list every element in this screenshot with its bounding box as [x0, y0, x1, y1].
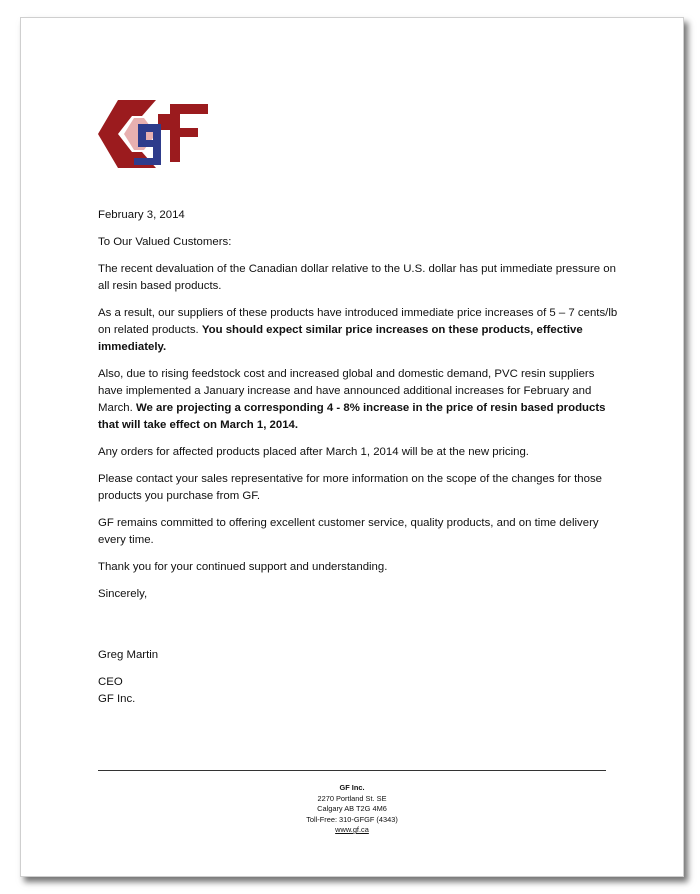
- paragraph-2: [98, 305, 618, 356]
- footer-address: [98, 783, 606, 836]
- footer-phone: Toll-Free: 310-GFGF (4343): [306, 814, 398, 824]
- paragraph-7: Thank you for your continued support and understanding.: [98, 561, 388, 573]
- paragraph-2-emphasis: You should expect similar price increases on these products, effective immediately.: [98, 324, 583, 353]
- paragraph-3-emphasis: We are projecting a corresponding 4 - 8% increase in the price of resin based products that will take effect on March 1, 2014.: [98, 402, 606, 431]
- closing: Sincerely,: [98, 588, 148, 600]
- letter-body: [98, 207, 618, 718]
- signature-space: [98, 613, 618, 647]
- footer-company: GF Inc.: [339, 783, 365, 792]
- footer-divider: [98, 770, 606, 771]
- footer-city: Calgary AB T2G 4M6: [317, 804, 387, 813]
- paragraph-6: GF remains committed to offering excellent customer service, quality products, and on time delivery every time.: [98, 517, 599, 546]
- paragraph-4: Any orders for affected products placed after March 1, 2014 will be at the new pricing.: [98, 446, 529, 458]
- letter-date: February 3, 2014: [98, 209, 185, 221]
- logo-g-letter: [134, 124, 161, 165]
- signer-company: GF Inc.: [98, 693, 136, 705]
- signer-name: Greg Martin: [98, 649, 159, 661]
- signer-title: CEO: [98, 676, 123, 688]
- paragraph-1: The recent devaluation of the Canadian dollar relative to the U.S. dollar has put immediate pressure on all resin based products.: [98, 263, 616, 292]
- paragraph-5: Please contact your sales representative for more information on the scope of the changes for those products you purchase from GF.: [98, 473, 603, 502]
- paragraph-3: [98, 366, 618, 434]
- letter-page: [20, 17, 684, 877]
- paragraph-2-text: As a result, our suppliers of these products have introduced immediate price increases of 5 – 7 cents/lb on related products.: [98, 307, 618, 336]
- logo-f-letter: [170, 104, 208, 162]
- gf-logo: [98, 98, 226, 170]
- paragraph-3-text: Also, due to rising feedstock cost and increased global and domestic demand, PVC resin suppliers have implemented a January increase and have announced additional increases for February and March.: [98, 368, 595, 414]
- salutation: To Our Valued Customers:: [98, 236, 232, 248]
- footer-website-link[interactable]: www.gf.ca: [335, 825, 369, 834]
- footer-street: 2270 Portland St. SE: [317, 793, 387, 803]
